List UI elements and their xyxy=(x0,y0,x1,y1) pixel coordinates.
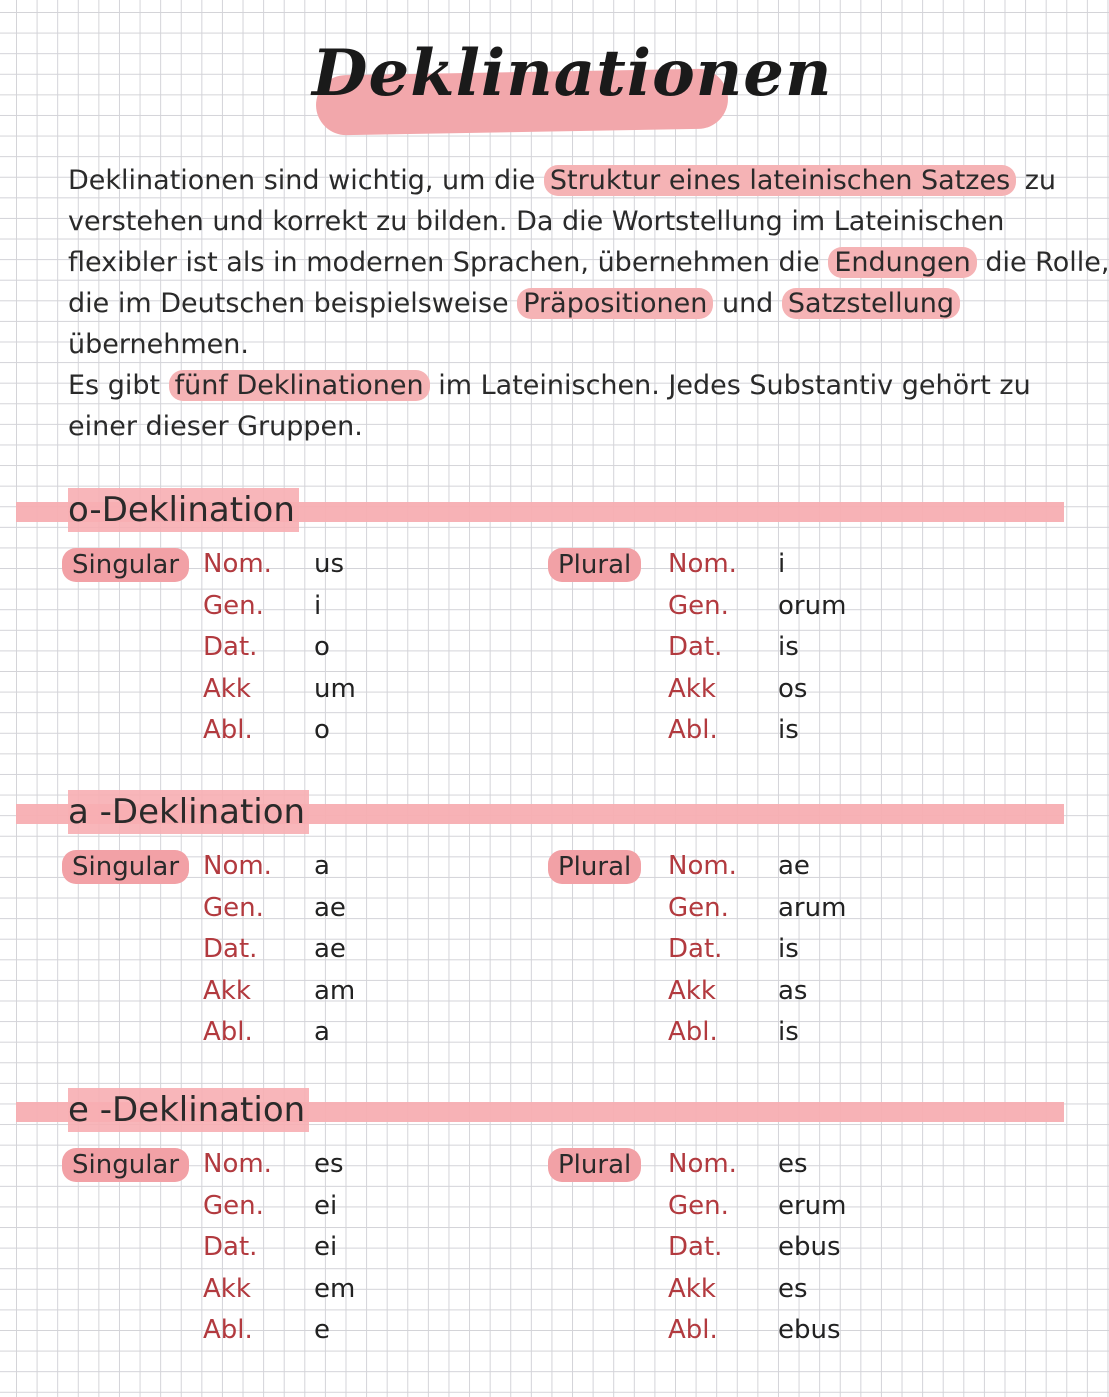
ending-singular: o xyxy=(314,715,330,745)
case-label-singular: Abl. xyxy=(203,1315,253,1345)
case-label-singular: Abl. xyxy=(203,1017,253,1047)
ending-singular: a xyxy=(314,851,330,881)
intro-line xyxy=(68,242,1109,283)
ending-plural: ebus xyxy=(778,1315,841,1345)
plural-label: Plural xyxy=(548,548,641,582)
case-label-singular: Nom. xyxy=(203,851,272,881)
plural-label: Plural xyxy=(548,1148,641,1182)
ending-plural: ebus xyxy=(778,1232,841,1262)
ending-plural: es xyxy=(778,1273,808,1304)
intro-text: und xyxy=(713,288,782,319)
intro-highlight: Endungen xyxy=(828,247,976,278)
singular-label: Singular xyxy=(62,850,189,884)
intro-text: flexibler ist als in modernen Sprachen, übernehmen die xyxy=(68,247,829,278)
case-label-singular: Akk xyxy=(203,1273,251,1304)
ending-plural: is xyxy=(778,934,799,964)
ending-singular: ei xyxy=(314,1232,338,1262)
ending-singular: am xyxy=(314,975,356,1006)
ending-singular: um xyxy=(314,673,356,704)
intro-text: Es gibt xyxy=(68,370,169,401)
case-label-singular: Akk xyxy=(203,673,251,704)
ending-plural: ae xyxy=(778,851,810,881)
ending-singular: i xyxy=(314,590,322,621)
case-label-plural: Abl. xyxy=(668,715,718,745)
intro-line xyxy=(68,160,1057,201)
intro-line xyxy=(68,406,1028,447)
case-label-singular: Gen. xyxy=(203,892,264,923)
ending-singular: us xyxy=(314,549,345,579)
intro-text: übernehmen. xyxy=(68,329,249,360)
ending-plural: is xyxy=(778,715,799,745)
intro-text: verstehen und korrekt zu bilden. Da die Wortstellung im Lateinischen xyxy=(68,206,1005,237)
case-label-plural: Gen. xyxy=(668,590,729,621)
ending-singular: ae xyxy=(314,934,346,964)
ending-singular: a xyxy=(314,1017,330,1047)
singular-label: Singular xyxy=(62,548,189,582)
intro-line xyxy=(68,365,1031,406)
case-label-plural: Nom. xyxy=(668,1149,737,1179)
intro-line xyxy=(68,324,1028,365)
case-label-singular: Gen. xyxy=(203,1190,264,1221)
ending-plural: is xyxy=(778,632,799,662)
ending-singular: em xyxy=(314,1273,356,1304)
intro-line xyxy=(68,283,1028,324)
intro-text: im Lateinischen. Jedes Substantiv gehört zu xyxy=(429,370,1031,401)
intro-text: die im Deutschen beispielsweise xyxy=(68,288,518,319)
section-title: e -Deklination xyxy=(68,1088,309,1132)
case-label-plural: Dat. xyxy=(668,934,723,964)
case-label-plural: Nom. xyxy=(668,851,737,881)
case-label-singular: Akk xyxy=(203,975,251,1006)
case-label-singular: Dat. xyxy=(203,1232,258,1262)
case-label-singular: Nom. xyxy=(203,1149,272,1179)
plural-label: Plural xyxy=(548,850,641,884)
case-label-singular: Abl. xyxy=(203,715,253,745)
case-label-plural: Abl. xyxy=(668,1315,718,1345)
ending-singular: o xyxy=(314,632,330,662)
ending-singular: e xyxy=(314,1315,330,1345)
case-label-singular: Dat. xyxy=(203,934,258,964)
intro-highlight: Präpositionen xyxy=(517,288,713,319)
ending-plural: os xyxy=(778,673,808,704)
ending-plural: as xyxy=(778,975,808,1006)
case-label-plural: Dat. xyxy=(668,1232,723,1262)
ending-singular: ae xyxy=(314,892,346,923)
case-label-plural: Akk xyxy=(668,975,716,1006)
case-label-plural: Gen. xyxy=(668,892,729,923)
case-label-plural: Akk xyxy=(668,1273,716,1304)
case-label-singular: Nom. xyxy=(203,549,272,579)
intro-text: die Rolle, xyxy=(976,247,1109,278)
intro-text: Deklinationen sind wichtig, um die xyxy=(68,165,544,196)
case-label-plural: Abl. xyxy=(668,1017,718,1047)
case-label-plural: Gen. xyxy=(668,1190,729,1221)
case-label-plural: Nom. xyxy=(668,549,737,579)
case-label-singular: Gen. xyxy=(203,590,264,621)
ending-plural: es xyxy=(778,1149,808,1179)
ending-plural: erum xyxy=(778,1190,847,1221)
intro-highlight: Struktur eines lateinischen Satzes xyxy=(544,165,1016,196)
ending-singular: es xyxy=(314,1149,344,1179)
ending-singular: ei xyxy=(314,1190,338,1221)
case-label-singular: Dat. xyxy=(203,632,258,662)
case-label-plural: Akk xyxy=(668,673,716,704)
intro-highlight: fünf Deklinationen xyxy=(169,370,430,401)
intro-paragraph xyxy=(68,160,1109,447)
title-block xyxy=(312,28,833,128)
intro-highlight: Satzstellung xyxy=(782,288,960,319)
ending-plural: is xyxy=(778,1017,799,1047)
ending-plural: arum xyxy=(778,892,847,923)
ending-plural: i xyxy=(778,549,786,579)
singular-label: Singular xyxy=(62,1148,189,1182)
page-title: Deklinationen xyxy=(312,36,833,111)
section-title: a -Deklination xyxy=(68,790,309,834)
intro-text: einer dieser Gruppen. xyxy=(68,411,363,442)
intro-text: zu xyxy=(1016,165,1057,196)
case-label-plural: Dat. xyxy=(668,632,723,662)
intro-line xyxy=(68,201,1028,242)
ending-plural: orum xyxy=(778,590,847,621)
section-title: o-Deklination xyxy=(68,488,299,532)
